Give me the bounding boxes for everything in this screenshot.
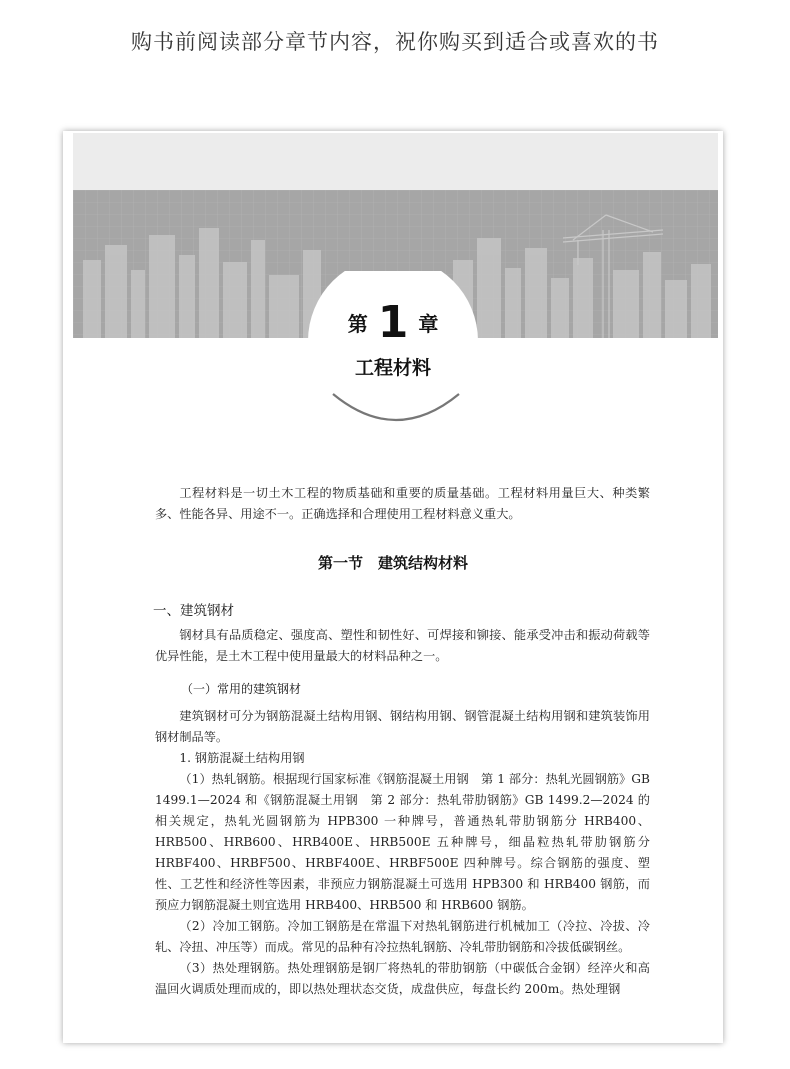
chapter-number-digit: 1 bbox=[377, 297, 409, 348]
heading-building-steel: 一、建筑钢材 bbox=[153, 603, 234, 619]
subheading-common-steel: （一）常用的建筑钢材 bbox=[181, 682, 302, 696]
page-caption: 购书前阅读部分章节内容，祝你购买到适合或喜欢的书 bbox=[131, 30, 659, 54]
paragraph-heat-treated: （3）热处理钢筋。热处理钢筋是钢厂将热轧的带肋钢筋（中碳低合金钢）经淬火和高温回火调质处理而成的，即以热处理状态交货，成盘供应，每盘长约 200m。热处理钢 bbox=[155, 961, 650, 996]
book-page bbox=[63, 131, 723, 1043]
paragraph-steel-properties: 钢材具有品质稳定、强度高、塑性和韧性好、可焊接和铆接、能承受冲击和振动荷载等优异性能，是土木工程中使用量最大的材料品种之一。 bbox=[155, 628, 650, 663]
paragraph-cold-worked: （2）冷加工钢筋。冷加工钢筋是在常温下对热轧钢筋进行机械加工（冷拉、冷拔、冷轧、冷扭、冲压等）而成。常见的品种有冷拉热轧钢筋、冷轧带肋钢筋和冷拔低碳钢丝。 bbox=[155, 919, 650, 954]
list-item-rebar-steel: 1. 钢筋混凝土结构用钢 bbox=[179, 751, 305, 765]
chapter-number bbox=[63, 297, 723, 348]
banner-header-strip bbox=[73, 133, 718, 190]
section-title: 第一节 建筑结构材料 bbox=[317, 554, 468, 572]
chapter-prefix: 第 bbox=[347, 312, 368, 336]
intro-paragraph: 工程材料是一切土木工程的物质基础和重要的质量基础。工程材料用量巨大、种类繁多、性能各异、用途不一。正确选择和合理使用工程材料意义重大。 bbox=[155, 486, 650, 521]
chapter-suffix: 章 bbox=[418, 312, 439, 336]
paragraph-hot-rolled: （1）热轧钢筋。根据现行国家标准《钢筋混凝土用钢 第 1 部分：热轧光圆钢筋》GB 1499.1—2024 和《钢筋混凝土用钢 第 2 部分：热轧带肋钢筋》GB 1499.2—2024 的相关规定，热轧光圆钢筋为 HPB300 一种牌号，普通热轧带肋钢筋分 HRB400、HRB500、HRB600、HRB400E、HRB500E 五种牌号，细晶粒热轧带肋钢筋分 HRBF400、HRBF500、HRBF400E、HRBF500E 四种牌号。综合钢筋的强度、塑性、工艺性和经济性等因素，非预应力钢筋混凝土可选用 HPB300 和 HRB400 钢筋，而预应力钢筋混凝土则宜选用 HRB400、HRB500 和 HRB600 钢筋。 bbox=[155, 772, 650, 912]
chapter-title: 工程材料 bbox=[354, 357, 431, 379]
chapter-arc-decoration bbox=[331, 386, 461, 426]
paragraph-steel-types: 建筑钢材可分为钢筋混凝土结构用钢、钢结构用钢、钢管混凝土结构用钢和建筑装饰用钢材制品等。 1. 钢筋混凝土结构用钢 （1）热轧钢筋。根据现行国家标准《钢筋混凝土用钢 第 1 部分：热轧光圆钢筋》GB 1499.1—2024 和《钢筋混凝土用钢 第 2 部分：热轧带肋钢筋》GB 1499.2—2024 的相关规定，热轧光圆钢筋为 HPB300 一种牌号，普通热轧带肋钢筋分 HRB400、HRB500、HRB600、HRB400E、HRB500E 五种牌号，细晶粒热轧带肋钢筋分 HRBF400、HRBF500、HRBF400E、HRBF500E 四种牌号。综合钢筋的强度、塑性、工艺性和经济性等因素，非预应力钢筋混凝土可选用 HPB300 和 HRB400 钢筋，而预应力钢筋混凝土则宜选用 HRB400、HRB500 和 HRB600 钢筋。 （2）冷加工钢筋。冷加工钢筋是在常温下对热轧钢筋进行机械加工（冷拉、冷拔、冷轧、冷扭、冲压等）而成。常见的品种有冷拉热轧钢筋、冷轧带肋钢筋和冷拔低碳钢丝。 （3）热处理钢筋。热处理钢筋是钢厂将热轧的带肋钢筋（中碳低合金钢）经淬火和高温回火调质处理而成的，即以热处理状态交货，成盘供应，每盘长约 200m。热处理钢 bbox=[155, 706, 650, 1000]
